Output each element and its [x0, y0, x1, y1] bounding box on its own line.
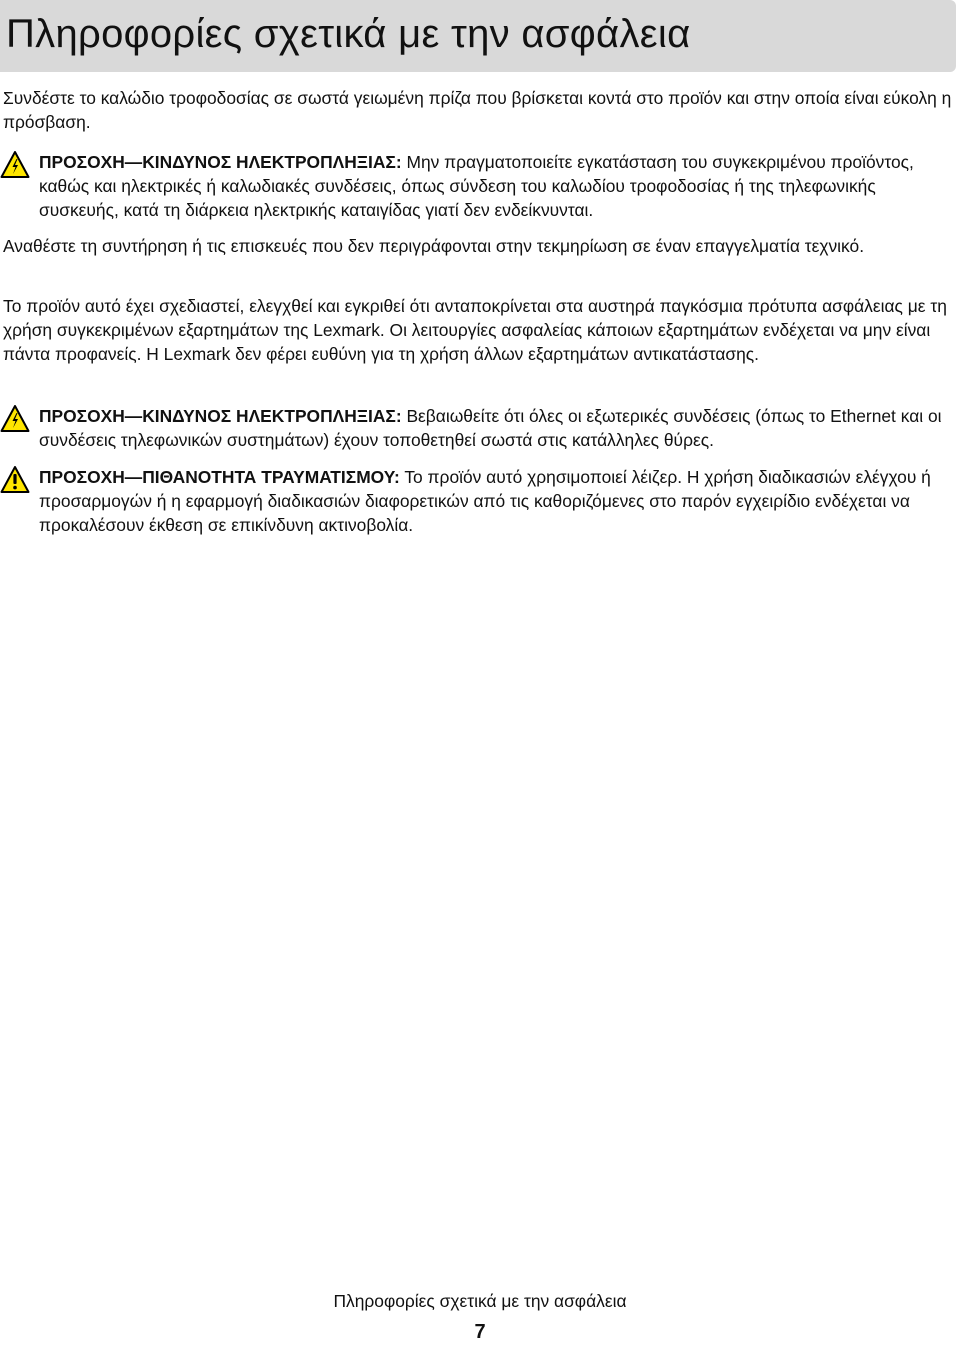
servicing-paragraph: Αναθέστε τη συντήρηση ή τις επισκευές που δεν περιγράφονται στην τεκμηρίωση σε έναν επαγγελματία τεχνικό. — [3, 236, 865, 256]
warning-body: Μην πραγματοποιείτε εγκατάσταση του συγκεκριμένου προϊόντος, καθώς και ηλεκτρικές ή καλωδιακές συνδέσεις, όπως σύνδεση του καλωδίου τροφοδοσίας ή της τηλεφωνικής συσκευής, κατά τη διάρκεια ηλεκτρικής καταιγίδας γιατί δεν ενδείκνυνται. — [39, 152, 914, 220]
page-number: 7 — [474, 1321, 486, 1343]
power-cord-paragraph: Συνδέστε το καλώδιο τροφοδοσίας σε σωστά γειωμένη πρίζα που βρίσκεται κοντά στο προϊόν και στην οποία είναι εύκολη η πρόσβαση. — [3, 88, 952, 132]
electric-shock-warning-icon — [0, 404, 30, 434]
footer-section-title: Πληροφορίες σχετικά με την ασφάλεια — [333, 1291, 627, 1311]
warning-text — [39, 150, 956, 222]
title-bar — [0, 0, 956, 72]
electric-shock-warning-icon — [0, 150, 30, 180]
standards-paragraph: Το προϊόν αυτό έχει σχεδιαστεί, ελεγχθεί και εγκριθεί ότι ανταποκρίνεται στα αυστηρά παγκόσμια πρότυπα ασφάλειας με τη χρήση συγκεκριμένων εξαρτημάτων της Lexmark. Οι λειτουργίες ασφαλείας κάποιων εξαρτημάτων ενδέχεται να μην είναι πάντα προφανείς. Η Lexmark δεν φέρει ευθύνη για τη χρήση άλλων εξαρτημάτων αντικατάστασης. — [3, 296, 947, 364]
warning-label: ΠΡΟΣΟΧΗ—ΠΙΘΑΝΟΤΗΤΑ ΤΡΑΥΜΑΤΙΣΜΟΥ: — [39, 467, 400, 487]
warning-body: Το προϊόν αυτό χρησιμοποιεί λέιζερ. Η χρήση διαδικασιών ελέγχου ή προσαρμογών ή η εφαρμογή διαδικασιών διαφορετικών από τις καθοριζόμενες στο παρόν εγχειρίδιο ενδέχεται να προκαλέσουν έκθεση σε επικίνδυνη ακτινοβολία. — [39, 467, 931, 535]
warning-label: ΠΡΟΣΟΧΗ—ΚΙΝΔΥΝΟΣ ΗΛΕΚΤΡΟΠΛΗΞΙΑΣ: — [39, 152, 402, 172]
warning-label: ΠΡΟΣΟΧΗ—ΚΙΝΔΥΝΟΣ ΗΛΕΚΤΡΟΠΛΗΞΙΑΣ: — [39, 406, 402, 426]
warning-text — [39, 404, 956, 452]
page-title: Πληροφορίες σχετικά με την ασφάλεια — [6, 12, 691, 56]
warning-text — [39, 465, 956, 537]
caution-warning-icon — [0, 465, 30, 495]
warning-body: Βεβαιωθείτε ότι όλες οι εξωτερικές συνδέσεις (όπως το Ethernet και οι συνδέσεις τηλεφωνικών συστημάτων) έχουν τοποθετηθεί σωστά στις κατάλληλες θύρες. — [39, 406, 942, 450]
